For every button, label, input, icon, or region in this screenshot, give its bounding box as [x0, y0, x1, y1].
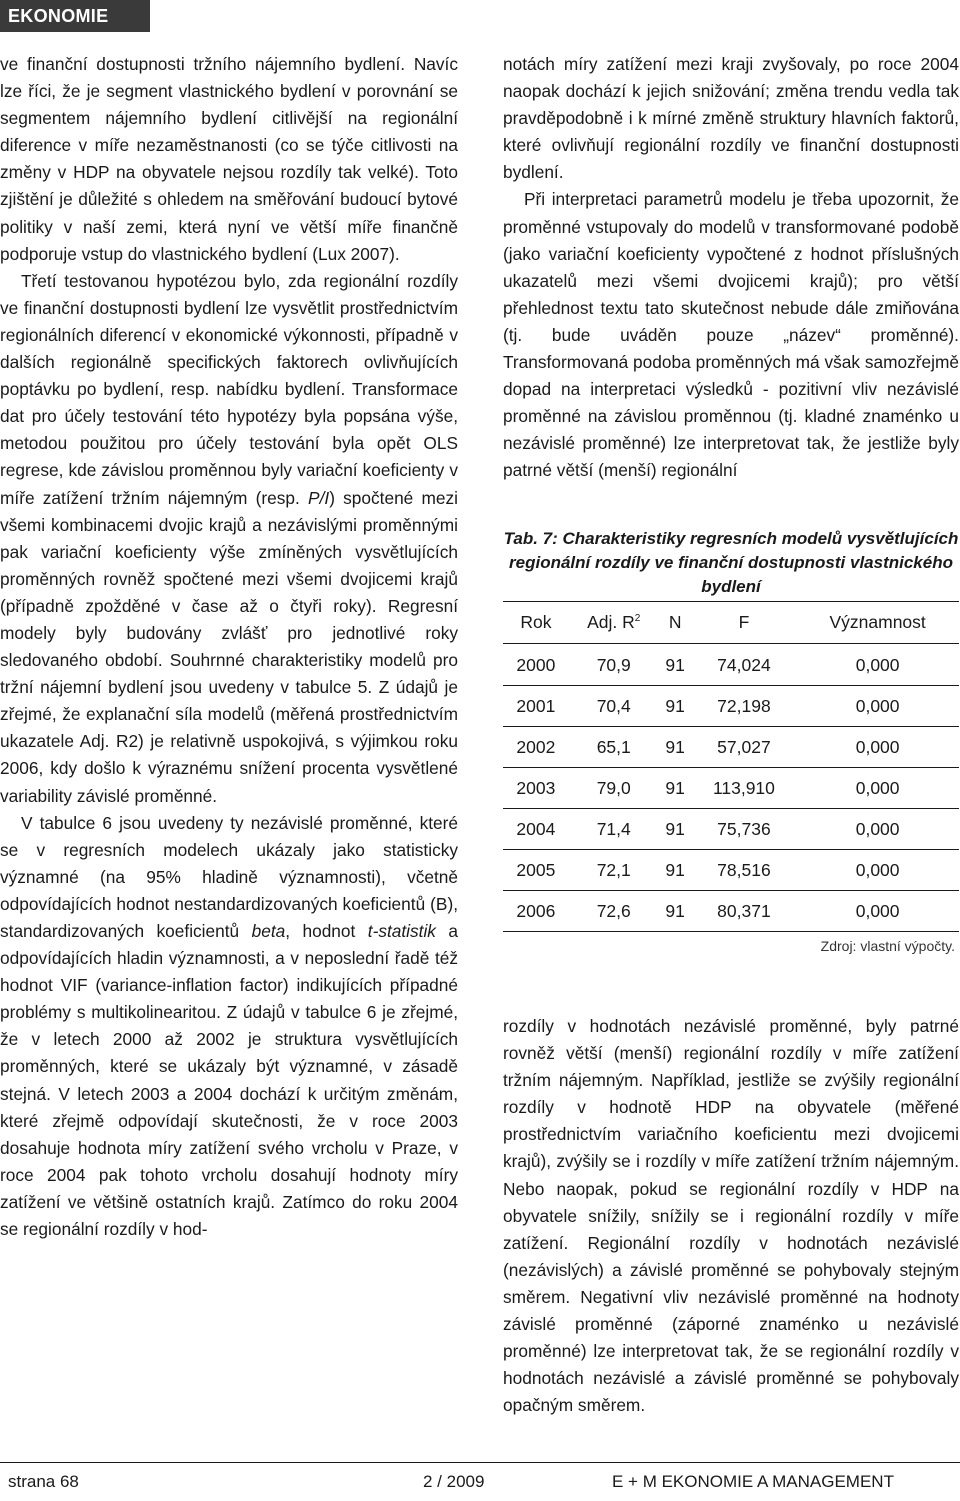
cell-adj: 65,1: [569, 727, 659, 768]
text-run: a odpovídajících hladin významnosti, a v neposlední řadě též hodnot VIF (variance-inflation factor) indikujících případné problémy s multikolinearitou. Z údajů v tabulce 6 je zřejmé, že v letech 2000 až 2002 je struktura vysvětlujících proměnných, které se ukázaly být významné, v zásadě stejná. V letech 2003 a 2004 dochází k určitým změnám, které zřejmě odpovídají skutečnosti, že v roce 2003 dosahuje hodnota míry zatížení svého vrcholu v Praze, v roce 2004 pak tohoto vrcholu dosahují hodnoty míry zatížení ve většině ostatních krajů. Zatímco do roku 2004 se regionální rozdíly v hod-: [0, 921, 458, 1240]
symbol-text: P/I: [308, 487, 330, 508]
text-run: V tabulce 6 jsou uvedeny ty nezávislé proměnné, které se v regresních modelech ukázaly jako statisticky významné (na 95% hladině významnosti), včetně odpovídajících hodnot nestandardizovaných koeficientů (B), standardizovaných koeficientů: [0, 812, 458, 941]
table-row: [503, 727, 959, 768]
table-row: [503, 850, 959, 891]
cell-n: 91: [659, 727, 692, 768]
cell-sig: 0,000: [796, 809, 959, 850]
paragraph: notách míry zatížení mezi kraji zvyšovaly, po roce 2004 naopak dochází k jejich snižování; změna trendu vedla tak pravděpodobně i k mírné změně struktury hlavních faktorů, které ovlivňují regionální rozdíly ve finanční dostupnosti bydlení.: [503, 54, 959, 183]
header-adj-sup: 2: [634, 613, 641, 625]
cell-adj: 70,9: [569, 644, 659, 686]
cell-f: 113,910: [692, 768, 797, 809]
cell-rok: 2004: [503, 809, 569, 850]
cell-f: 80,371: [692, 891, 797, 932]
cell-f: 72,198: [692, 686, 797, 727]
paragraph: [0, 810, 458, 1244]
right-column-bottom: [503, 1013, 959, 1419]
cell-f: 75,736: [692, 809, 797, 850]
paragraph: ve finanční dostupnosti tržního nájemního bydlení. Navíc lze říci, že je segment vlastnického bydlení v porovnání se segmentem nájemního bydlení citlivější na regionální diference v míře nezaměstnanosti (co se týče citlivosti na změny v HDP na obyvatele nejsou rozdíly tak velké). Toto zjištění je důležité s ohledem na směřování budoucí bytové politiky v naší zemi, která nyní ve větší míře finančně podporuje vstup do vlastnického bydlení (Lux 2007).: [0, 54, 458, 264]
cell-rok: 2006: [503, 891, 569, 932]
cell-adj: 71,4: [569, 809, 659, 850]
cell-rok: 2005: [503, 850, 569, 891]
header-rok: Rok: [503, 602, 569, 644]
cell-sig: 0,000: [796, 850, 959, 891]
table-row: [503, 891, 959, 932]
journal-title: E + M EKONOMIE A MANAGEMENT: [612, 1472, 894, 1491]
cell-adj: 79,0: [569, 768, 659, 809]
table-row: [503, 809, 959, 850]
right-column-top: [503, 51, 959, 485]
text-run: , hodnot: [285, 921, 368, 941]
table-source: Zdroj: vlastní výpočty.: [820, 938, 955, 954]
cell-sig: 0,000: [796, 768, 959, 809]
table-caption: Tab. 7: Charakteristiky regresních modelů vysvětlujících regionální rozdíly ve finanční dostupnosti vlastnického bydlení: [503, 529, 959, 596]
table-row: [503, 768, 959, 809]
header-n: N: [659, 602, 692, 644]
cell-rok: 2003: [503, 768, 569, 809]
paragraph: [0, 268, 458, 810]
header-adj-label: Adj. R: [587, 612, 635, 632]
symbol-text: beta: [251, 921, 286, 941]
text-run: ) spočtené mezi všemi kombinacemi dvojic krajů a nezávislými proměnnými pak variační koeficienty výše zmíněných vysvětlujících proměnných rovněž spočtené mezi všemi dvojicemi krajů (případně zpožděné v čase až o čtyři roky). Regresní modely byly budovány zvlášť pro jednotlivé roky sledovaného období. Souhrnné charakteristiky modelů pro tržní nájemní bydlení jsou uvedeny v tabulce 5. Z údajů je zřejmé, že explanační síla modelů (měřená prostřednictvím ukazatele Adj. R2) je relativně uspokojivá, s výjimkou roku 2006, kdy došlo k výraznému snížení procenta vysvětlené variability závislé proměnné.: [0, 487, 458, 806]
section-label: EKONOMIE: [0, 0, 150, 32]
left-column: [0, 51, 458, 1243]
paragraph: Při interpretaci parametrů modelu je třeba upozornit, že proměnné vstupovaly do modelů v transformované podobě (jako variační koeficienty vypočtené z hodnot příslušných ukazatelů mezi všemi dvojicemi krajů); pro větší přehlednost textu tato skutečnost nebude dále zmiňována (tj. bude uváděn pouze „název“ proměnné). Transformovaná podoba proměnných má však samozřejmě dopad na interpretaci výsledků - pozitivní vliv nezávislé proměnné na závislou proměnnou (tj. kladné znaménko u nezávislé proměnné) lze interpretovat tak, že jestliže byly patrné větší (menší) regionální: [503, 189, 959, 481]
cell-rok: 2001: [503, 686, 569, 727]
cell-adj: 72,6: [569, 891, 659, 932]
cell-sig: 0,000: [796, 644, 959, 686]
cell-rok: 2000: [503, 644, 569, 686]
cell-n: 91: [659, 686, 692, 727]
header-f: F: [692, 602, 797, 644]
table-row: [503, 686, 959, 727]
header-vyznamnost: Významnost: [796, 602, 959, 644]
text-run: Třetí testovanou hypotézou bylo, zda regionální rozdíly ve finanční dostupnosti bydlení lze vysvětlit prostřednictvím regionálních diferencí v ekonomické výkonnosti, případně v dalších regionálně specifických faktorech ovlivňujících poptávku po bydlení, resp. nabídku bydlení. Transformace dat pro účely testování této hypotézy byla popsána výše, metodou použitou pro účely testování byla opět OLS regrese, kde závislou proměnnou byly variační koeficienty v míře zatížení tržním nájemným (resp.: [0, 270, 458, 508]
paragraph: rozdíly v hodnotách nezávislé proměnné, byly patrné rovněž větší (menší) regionální rozdíly v míře zatížení tržním nájemným. Například, jestliže se zvýšily regionální rozdíly v hodnotě HDP na obyvatele (měřené prostřednictvím variačního koeficientu mezi dvojicemi krajů), zvýšily se i rozdíly v míře zatížení tržním nájemným. Nebo naopak, pokud se regionální rozdíly v HDP na obyvatele snížily, snížily se i regionální rozdíly v míře zatížení. Regionální rozdíly v hodnotách nezávislé (nezávislých) a závislé proměnné se pohybovaly stejným směrem. Negativní vliv nezávislé proměnné na hodnoty závislé proměnné (záporné znaménko u nezávislé proměnné) lze interpretovat tak, že se regionální rozdíly v hodnotách nezávislé a závislé proměnné se pohybovaly opačným směrem.: [503, 1016, 959, 1416]
footer-divider: [0, 1462, 960, 1463]
cell-n: 91: [659, 891, 692, 932]
cell-sig: 0,000: [796, 686, 959, 727]
page-number: strana 68: [8, 1472, 79, 1491]
issue-number: 2 / 2009: [423, 1472, 485, 1491]
symbol-text: t-statistik: [367, 921, 436, 941]
cell-rok: 2002: [503, 727, 569, 768]
cell-n: 91: [659, 644, 692, 686]
cell-f: 78,516: [692, 850, 797, 891]
cell-n: 91: [659, 809, 692, 850]
table-header-row: [503, 602, 959, 644]
regression-table: [503, 601, 959, 932]
cell-f: 74,024: [692, 644, 797, 686]
cell-adj: 72,1: [569, 850, 659, 891]
cell-n: 91: [659, 850, 692, 891]
cell-sig: 0,000: [796, 891, 959, 932]
cell-f: 57,027: [692, 727, 797, 768]
cell-sig: 0,000: [796, 727, 959, 768]
cell-n: 91: [659, 768, 692, 809]
table-row: [503, 644, 959, 686]
header-adj-r2: [569, 602, 659, 644]
cell-adj: 70,4: [569, 686, 659, 727]
